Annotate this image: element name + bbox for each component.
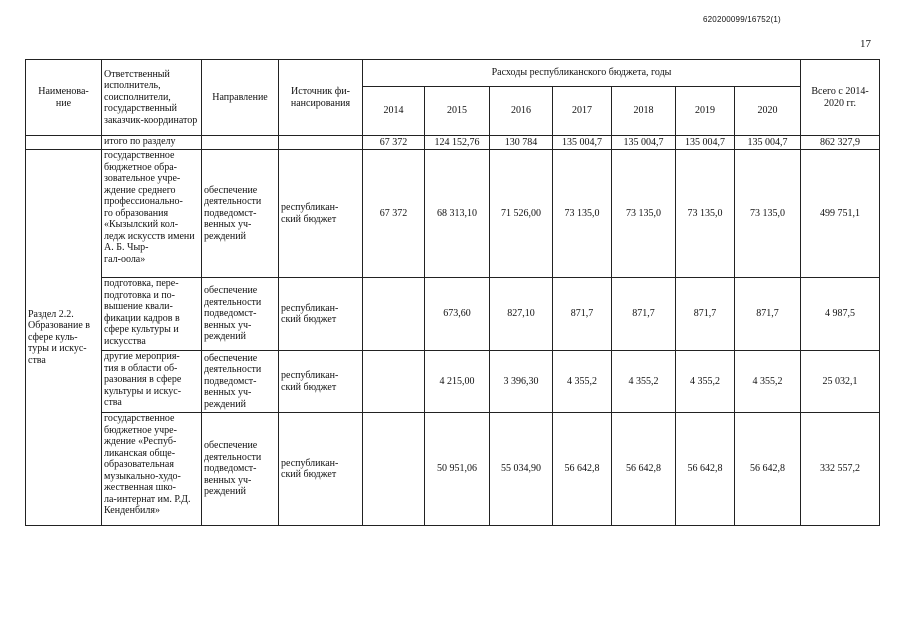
row-value: 56 642,8 bbox=[676, 413, 735, 526]
summary-value: 130 784 bbox=[490, 136, 553, 150]
header-total: Всего с 2014- 2020 гг. bbox=[801, 60, 880, 136]
row-source: республикан- ский бюджет bbox=[279, 413, 363, 526]
header-year: 2020 bbox=[735, 87, 801, 136]
row-value: 871,7 bbox=[553, 278, 612, 351]
budget-table bbox=[25, 59, 880, 526]
row-value: 55 034,90 bbox=[490, 413, 553, 526]
row-value: 871,7 bbox=[735, 278, 801, 351]
row-value bbox=[363, 413, 425, 526]
row-value: 73 135,0 bbox=[553, 150, 612, 278]
row-value: 4 355,2 bbox=[676, 351, 735, 413]
row-value: 3 396,30 bbox=[490, 351, 553, 413]
summary-value: 67 372 bbox=[363, 136, 425, 150]
row-value: 4 355,2 bbox=[735, 351, 801, 413]
row-value: 4 355,2 bbox=[612, 351, 676, 413]
row-value: 73 135,0 bbox=[612, 150, 676, 278]
header-direction: Направление bbox=[202, 60, 279, 136]
row-total: 332 557,2 bbox=[801, 413, 880, 526]
summary-value: 135 004,7 bbox=[676, 136, 735, 150]
row-value: 871,7 bbox=[612, 278, 676, 351]
row-value: 56 642,8 bbox=[735, 413, 801, 526]
row-executor: другие мероприя- тия в области об- разования в сфере культуры и искус- ства bbox=[102, 351, 202, 413]
row-source: республикан- ский бюджет bbox=[279, 351, 363, 413]
page-number: 17 bbox=[860, 38, 871, 50]
row-direction: обеспечение деятельности подведомст- венных уч- реждений bbox=[202, 413, 279, 526]
header-year: 2015 bbox=[425, 87, 490, 136]
header-executor: Ответственный исполнитель, соисполнители, государственный заказчик-координатор bbox=[102, 60, 202, 136]
row-source: республикан- ский бюджет bbox=[279, 150, 363, 278]
row-value: 56 642,8 bbox=[553, 413, 612, 526]
row-direction: обеспечение деятельности подведомст- венных уч- реждений bbox=[202, 351, 279, 413]
summary-row bbox=[26, 136, 880, 150]
row-direction: обеспечение деятельности подведомст- венных уч- реждений bbox=[202, 150, 279, 278]
header-year: 2014 bbox=[363, 87, 425, 136]
row-value bbox=[363, 278, 425, 351]
row-value: 67 372 bbox=[363, 150, 425, 278]
row-value: 73 135,0 bbox=[676, 150, 735, 278]
header-expenses: Расходы республиканского бюджета, годы bbox=[363, 60, 801, 87]
header-year: 2017 bbox=[553, 87, 612, 136]
row-total: 25 032,1 bbox=[801, 351, 880, 413]
header-year: 2016 bbox=[490, 87, 553, 136]
summary-value: 135 004,7 bbox=[553, 136, 612, 150]
table-row bbox=[26, 278, 880, 351]
row-value: 871,7 bbox=[676, 278, 735, 351]
row-direction: обеспечение деятельности подведомст- венных уч- реждений bbox=[202, 278, 279, 351]
header-source: Источник фи- нансирования bbox=[279, 60, 363, 136]
row-value: 50 951,06 bbox=[425, 413, 490, 526]
table-row bbox=[26, 150, 880, 278]
summary-label: итого по разделу bbox=[102, 136, 202, 150]
row-executor: подготовка, пере- подготовка и по- вышение квали- фикации кадров в сфере культуры и искусства bbox=[102, 278, 202, 351]
row-value: 4 355,2 bbox=[553, 351, 612, 413]
summary-value: 135 004,7 bbox=[735, 136, 801, 150]
header-name: Наименова- ние bbox=[26, 60, 102, 136]
row-value bbox=[363, 351, 425, 413]
header-year: 2018 bbox=[612, 87, 676, 136]
section-name: Раздел 2.2. Образование в сфере куль- туры и искус- ства bbox=[26, 150, 102, 526]
row-value: 73 135,0 bbox=[735, 150, 801, 278]
row-total: 4 987,5 bbox=[801, 278, 880, 351]
empty-cell bbox=[202, 136, 279, 150]
row-value: 4 215,00 bbox=[425, 351, 490, 413]
summary-value: 135 004,7 bbox=[612, 136, 676, 150]
row-source: республикан- ский бюджет bbox=[279, 278, 363, 351]
table-row bbox=[26, 351, 880, 413]
row-executor: государственное бюджетное обра- зовательное учре- ждение среднего профессионально- го образования «Кызылский кол- ледж искусств имени А. Б. Чыр- гал-оола» bbox=[102, 150, 202, 278]
document-code: 620200099/16752(1) bbox=[703, 15, 781, 24]
empty-cell bbox=[26, 136, 102, 150]
row-value: 673,60 bbox=[425, 278, 490, 351]
summary-total: 862 327,9 bbox=[801, 136, 880, 150]
row-value: 827,10 bbox=[490, 278, 553, 351]
row-total: 499 751,1 bbox=[801, 150, 880, 278]
empty-cell bbox=[279, 136, 363, 150]
header-year: 2019 bbox=[676, 87, 735, 136]
row-executor: государственное бюджетное учре- ждение «Респуб- ликанская обще- образовательная музыкально-худо- жественная шко- ла-интернат им. Р.Д. Кенденбиля» bbox=[102, 413, 202, 526]
table-row bbox=[26, 413, 880, 526]
row-value: 71 526,00 bbox=[490, 150, 553, 278]
row-value: 56 642,8 bbox=[612, 413, 676, 526]
row-value: 68 313,10 bbox=[425, 150, 490, 278]
summary-value: 124 152,76 bbox=[425, 136, 490, 150]
